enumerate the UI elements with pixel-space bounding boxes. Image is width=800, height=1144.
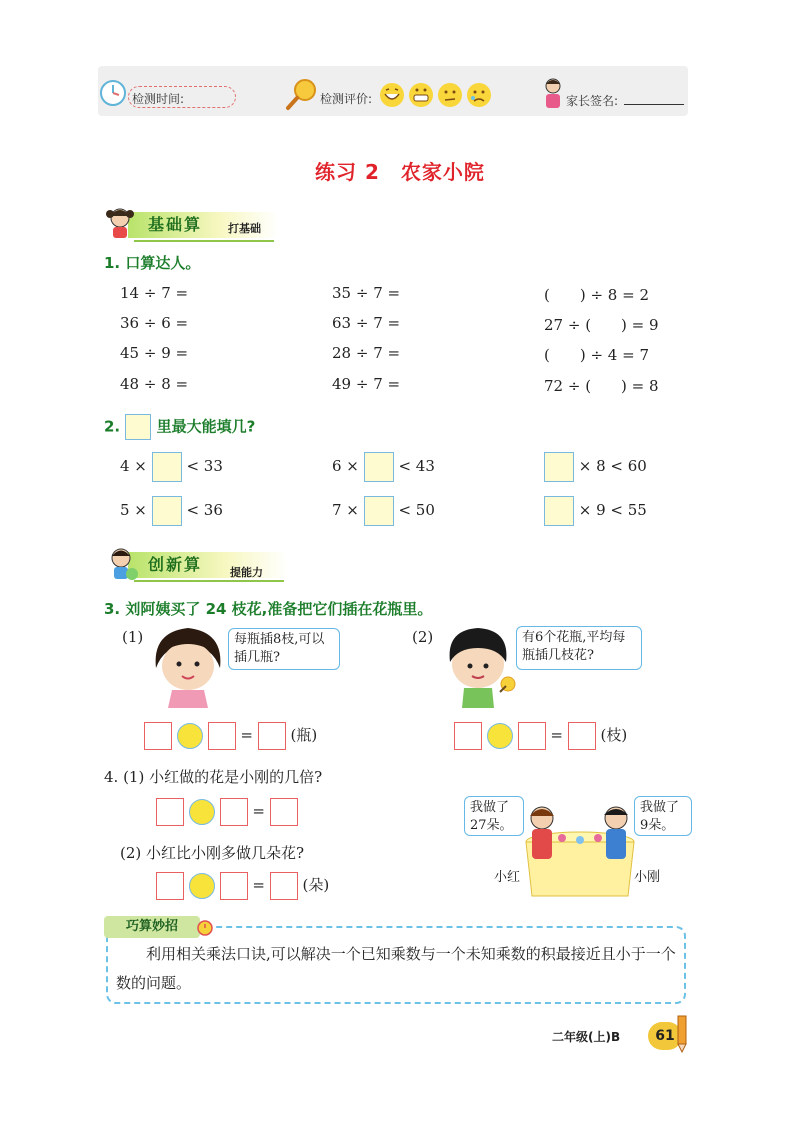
tip-text bbox=[116, 940, 676, 998]
section-title: 基础算 bbox=[148, 215, 203, 234]
pencil-icon bbox=[672, 1014, 692, 1054]
answer-box[interactable] bbox=[220, 798, 248, 826]
q2-post: < 36 bbox=[186, 501, 223, 519]
name-label-left: 小红 bbox=[494, 870, 521, 885]
unit-label: (瓶) bbox=[290, 726, 318, 744]
q2-post: × 8 < 60 bbox=[578, 457, 647, 475]
laughing-face-icon[interactable] bbox=[380, 83, 404, 107]
q3-part1-equation bbox=[144, 722, 317, 750]
q2-item bbox=[332, 496, 435, 526]
answer-box[interactable] bbox=[364, 452, 394, 482]
q2-pre: 7 × bbox=[332, 501, 359, 519]
equals-sign: = bbox=[550, 726, 563, 744]
parent-sign-label: 家长签名: bbox=[566, 94, 619, 108]
page-number: 61 bbox=[648, 1022, 682, 1050]
q1-item: 36 ÷ 6 = bbox=[120, 314, 189, 332]
tip-body: 利用相关乘法口诀,可以解决一个已知乘数与一个未知乘数的积最接近且小于一个数的问题。 bbox=[116, 945, 676, 992]
boy-figure-icon bbox=[440, 622, 520, 708]
answer-box[interactable] bbox=[544, 496, 574, 526]
q1-item: 45 ÷ 9 = bbox=[120, 344, 189, 362]
section-banner-creative bbox=[104, 544, 294, 579]
tip-title-text: 巧算妙招 bbox=[125, 919, 178, 934]
q2-pre: 5 × bbox=[120, 501, 147, 519]
q1-item: 49 ÷ 7 = bbox=[332, 375, 401, 393]
operator-circle[interactable] bbox=[177, 723, 203, 749]
q2-item bbox=[544, 452, 647, 482]
alarm-clock-icon bbox=[196, 918, 214, 936]
answer-box-legend bbox=[125, 414, 151, 440]
clock-icon bbox=[98, 78, 128, 108]
q2-post: < 50 bbox=[398, 501, 435, 519]
girl-figure-icon bbox=[150, 622, 230, 708]
speech-bubble: 每瓶插8枝,可以插几瓶? bbox=[228, 628, 340, 670]
grinning-face-icon[interactable] bbox=[409, 83, 433, 107]
q1-item: 72 ÷ ( ) = 8 bbox=[544, 377, 659, 395]
answer-box[interactable] bbox=[364, 496, 394, 526]
equals-sign: = bbox=[252, 876, 265, 894]
q3-part2-equation bbox=[454, 722, 627, 750]
worried-face-icon[interactable] bbox=[438, 83, 462, 107]
speech-bubble-right: 我做了9朵。 bbox=[634, 796, 692, 836]
q1-item: 48 ÷ 8 = bbox=[120, 375, 189, 393]
q2-post: < 33 bbox=[186, 457, 223, 475]
operator-circle[interactable] bbox=[189, 873, 215, 899]
question-4-heading: 4. (1) 小红做的花是小刚的几倍? bbox=[104, 768, 323, 786]
grade-label: 二年级(上)B bbox=[552, 1030, 621, 1044]
magnifier-icon bbox=[284, 76, 320, 112]
speech-bubble-left: 我做了27朵。 bbox=[464, 796, 524, 836]
question-1-heading: 1. 口算达人。 bbox=[104, 254, 201, 272]
q1-item: ( ) ÷ 4 = 7 bbox=[544, 346, 650, 364]
q2-item bbox=[120, 496, 223, 526]
unit-label: (朵) bbox=[302, 876, 330, 894]
q1-item: 63 ÷ 7 = bbox=[332, 314, 401, 332]
q4-part1-equation bbox=[156, 798, 298, 826]
question-3-heading: 3. 刘阿姨买了 24 枝花,准备把它们插在花瓶里。 bbox=[104, 600, 433, 618]
answer-box[interactable] bbox=[152, 496, 182, 526]
operator-circle[interactable] bbox=[189, 799, 215, 825]
answer-box[interactable] bbox=[454, 722, 482, 750]
boy-mascot-icon bbox=[104, 544, 140, 582]
unit-label: (枝) bbox=[600, 726, 628, 744]
q2-pre: 4 × bbox=[120, 457, 147, 475]
section-title: 创新算 bbox=[148, 555, 203, 574]
operator-circle[interactable] bbox=[487, 723, 513, 749]
eval-label: 检测评价: bbox=[320, 92, 373, 106]
q2-pre: 6 × bbox=[332, 457, 359, 475]
question-4-part-2: (2) 小红比小刚多做几朵花? bbox=[120, 844, 305, 862]
speech-bubble: 有6个花瓶,平均每瓶插几枝花? bbox=[516, 626, 642, 670]
girl-mascot-icon bbox=[104, 204, 138, 240]
answer-box[interactable] bbox=[270, 798, 298, 826]
answer-box[interactable] bbox=[144, 722, 172, 750]
q4-part2-equation bbox=[156, 872, 329, 900]
answer-box[interactable] bbox=[152, 452, 182, 482]
name-label-right: 小刚 bbox=[634, 870, 661, 885]
q1-item: 27 ÷ ( ) = 9 bbox=[544, 316, 659, 334]
page-title: 练习 2 农家小院 bbox=[315, 160, 485, 184]
answer-box[interactable] bbox=[544, 452, 574, 482]
time-label: 检测时间: bbox=[132, 92, 185, 106]
crying-face-icon[interactable] bbox=[467, 83, 491, 107]
q1-item: 28 ÷ 7 = bbox=[332, 344, 401, 362]
q2-item bbox=[332, 452, 435, 482]
section-subtitle: 提能力 bbox=[230, 566, 263, 579]
parent-icon bbox=[540, 76, 566, 112]
tip-title bbox=[104, 916, 200, 938]
equals-sign: = bbox=[252, 802, 265, 820]
answer-box[interactable] bbox=[220, 872, 248, 900]
q2-item bbox=[120, 452, 223, 482]
answer-box[interactable] bbox=[156, 872, 184, 900]
section-banner-basic bbox=[104, 204, 284, 234]
question-2-heading bbox=[104, 414, 255, 440]
answer-box[interactable] bbox=[518, 722, 546, 750]
q1-item: 35 ÷ 7 = bbox=[332, 284, 401, 302]
q1-item: 14 ÷ 7 = bbox=[120, 284, 189, 302]
answer-box[interactable] bbox=[156, 798, 184, 826]
answer-box[interactable] bbox=[208, 722, 236, 750]
answer-box[interactable] bbox=[270, 872, 298, 900]
q2-post: < 43 bbox=[398, 457, 435, 475]
answer-box[interactable] bbox=[258, 722, 286, 750]
q2-item bbox=[544, 496, 647, 526]
equals-sign: = bbox=[240, 726, 253, 744]
rating-faces bbox=[378, 80, 494, 110]
q3-part1-label: (1) bbox=[122, 628, 144, 646]
answer-box[interactable] bbox=[568, 722, 596, 750]
q2-post: × 9 < 55 bbox=[578, 501, 647, 519]
question-number: 2. bbox=[104, 417, 121, 436]
section-subtitle: 打基础 bbox=[228, 222, 261, 235]
signature-line[interactable] bbox=[624, 104, 684, 105]
q1-item: ( ) ÷ 8 = 2 bbox=[544, 286, 650, 304]
question-text: 里最大能填几? bbox=[156, 417, 256, 436]
q3-part2-label: (2) bbox=[412, 628, 434, 646]
